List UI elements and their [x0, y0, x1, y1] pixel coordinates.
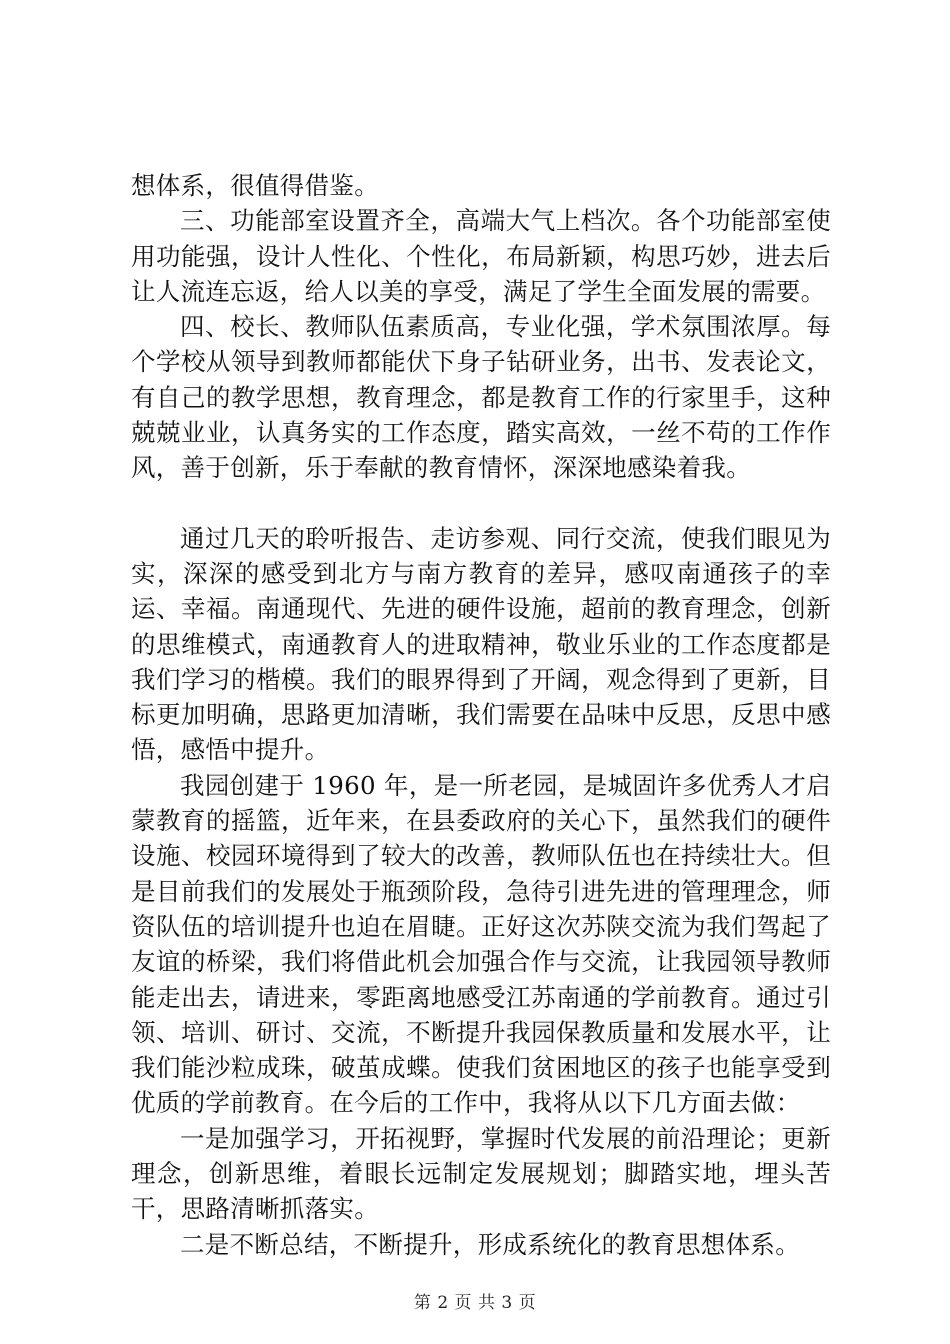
paragraph-gap — [131, 486, 831, 521]
paragraph-kindergarten: 我园创建于 1960 年，是一所老园，是城固许多优秀人才启蒙教育的摇篮，近年来，在县委政府的关心下，虽然我们的硬件设施、校园环境得到了较大的改善，教师队伍也在持续壮大。但是目前我们的发展处于瓶颈阶段，急待引进先进的管理理念，师资队伍的培训提升也迫在眉睫。正好这次苏陕交流为我们驾起了友谊的桥梁，我们将借此机会加强合作与交流，让我园领导教师能走出去，请进来，零距离地感受江苏南通的学前教育。通过引领、培训、研讨、交流，不断提升我园保教质量和发展水平，让我们能沙粒成珠，破茧成蝶。使我们贫困地区的孩子也能享受到优质的学前教育。在今后的工作中，我将从以下几方面去做： — [131, 770, 831, 1118]
page-number-footer: 第 2 页 共 3 页 — [413, 1293, 537, 1313]
paragraph-reflection: 通过几天的聆听报告、走访参观、同行交流，使我们眼见为实，深深的感受到北方与南方教育的差异，感叹南通孩子的幸运、幸福。南通现代、先进的硬件设施，超前的教育理念，创新的思维模式，南通教育人的进取精神，敬业乐业的工作态度都是我们学习的楷模。我们的眼界得到了开阔，观念得到了更新，目标更加明确，思路更加清晰，我们需要在品味中反思，反思中感悟，感悟中提升。 — [131, 523, 831, 765]
paragraph-plan-one: 一是加强学习，开拓视野，掌握时代发展的前沿理论；更新理念，创新思维，着眼长远制定发展规划；脚踏实地，埋头苦干，思路清晰抓落实。 — [131, 1123, 831, 1224]
document-body — [131, 168, 831, 1262]
paragraph-plan-two: 二是不断总结，不断提升，形成系统化的教育思想体系。 — [180, 1229, 800, 1259]
paragraph-facilities: 三、功能部室设置齐全，高端大气上档次。各个功能部室使用功能强，设计人性化、个性化，布局新颖，构思巧妙，进去后让人流连忘返，给人以美的享受，满足了学生全面发展的需要。 — [131, 206, 831, 306]
paragraph-continuation: 想体系，很值得借鉴。 — [131, 171, 379, 200]
paragraph-teachers: 四、校长、教师队伍素质高，专业化强，学术氛围浓厚。每个学校从领导到教师都能伏下身子钻研业务，出书、发表论文，有自己的教学思想，教育理念，都是教育工作的行家里手，这种兢兢业业，认真务实的工作态度，踏实高效，一丝不苟的工作作风，善于创新，乐于奉献的教育情怀，深深地感染着我。 — [131, 312, 831, 483]
